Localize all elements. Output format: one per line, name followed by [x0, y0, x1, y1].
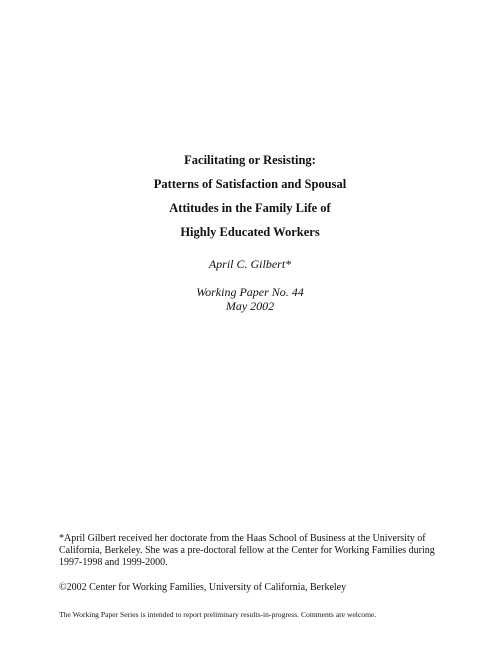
title-line-4: Highly Educated Workers	[180, 225, 320, 239]
publication-date: May 2002	[225, 299, 275, 313]
copyright-notice: ©2002 Center for Working Families, University of California, Berkeley	[59, 582, 347, 593]
title-line-2: Patterns of Satisfaction and Spousal	[153, 177, 347, 191]
paper-info	[0, 285, 500, 313]
working-paper-number: Working Paper No. 44	[196, 285, 304, 299]
footnote-line-1: *April Gilbert received her doctorate from the Haas School of Business at the University of	[59, 533, 426, 544]
paper-title	[0, 148, 500, 244]
title-line-3: Attitudes in the Family Life of	[169, 201, 331, 215]
author-name: April C. Gilbert*	[208, 257, 292, 271]
footnote-line-2: California, Berkeley. She was a pre-doctoral fellow at the Center for Working Families during	[59, 545, 435, 556]
series-note: The Working Paper Series is intended to report preliminary results-in-progress. Comments are welcome.	[59, 610, 377, 619]
title-line-1: Facilitating or Resisting:	[184, 153, 316, 167]
author-footnote	[59, 533, 449, 569]
footnote-line-3: 1997-1998 and 1999-2000.	[59, 557, 168, 568]
